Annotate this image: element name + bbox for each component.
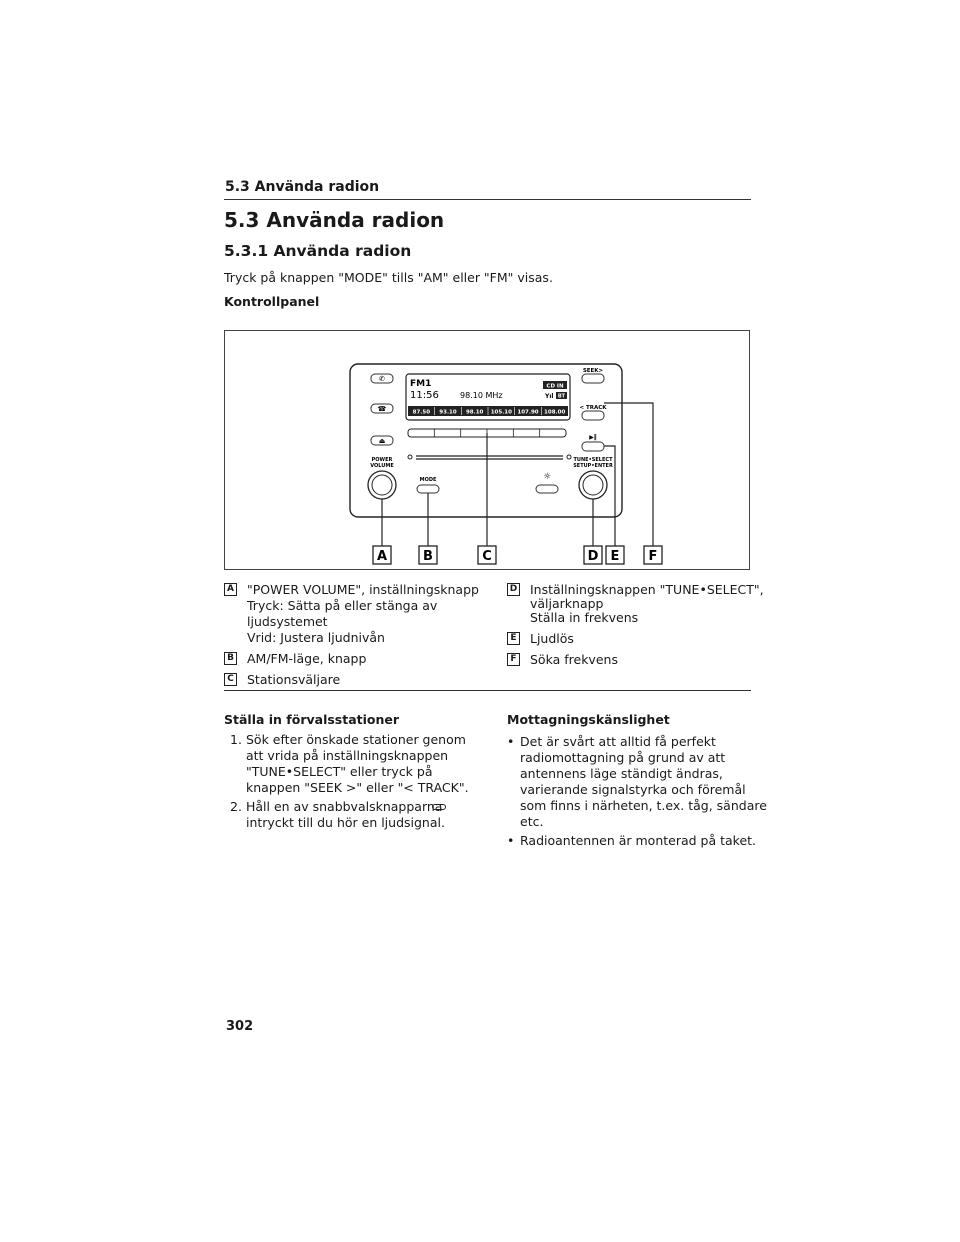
legend-e-line: Ljudlös [530,631,574,646]
legend-b-line: AM/FM-läge, knapp [247,651,367,666]
legend-key-d: D [507,583,520,596]
legend-key-e: E [507,632,520,645]
bullet-text: antennens läge ständigt ändras, [520,766,723,781]
seek-label: SEEK> [582,368,604,374]
brightness-icon: ☼ [542,472,552,482]
power-volume-knob-inner [372,475,392,495]
page-number: 302 [226,1019,254,1034]
display-button [536,485,558,493]
bullet-text: Radioantennen är monterad på taket. [520,833,757,848]
preset-frequency: 98.10 [465,409,484,416]
bullet-text: som finns i närheten, t.ex. tåg, sändare [520,798,767,813]
step-number: 2. [230,799,242,814]
subsection-title: 5.3.1 Använda radion [224,242,412,260]
callout-e: E [610,549,620,564]
step-text: Håll en av snabbvalsknapparna [246,799,443,814]
legend-key-f: F [507,653,520,666]
callout-f: F [648,549,658,564]
legend-f-line: Söka frekvens [530,652,618,667]
legend-d-line: Inställningsknappen "TUNE•SELECT", [530,582,764,597]
step-number: 1. [230,732,242,747]
bullet-symbol: • [507,734,515,749]
legend-divider [224,690,751,691]
phone-hangup-icon: ☎ [377,405,387,413]
display-band: FM1 [410,379,432,389]
legend-c-line: Stationsväljare [247,672,341,687]
step-text: intryckt till du hör en ljudsignal. [246,815,445,830]
mode-button [417,485,439,493]
cd-in-label: CD IN [546,383,564,390]
play-pause-icon: ▶‖ [589,434,597,441]
reception-bullets [507,734,767,854]
volume-label: VOLUME [370,463,394,469]
bullet-text: Det är svårt att alltid få perfekt [520,734,716,749]
preset-frequency: 93.10 [439,409,457,416]
display-clock: 11:56 [410,390,439,401]
display-frequency: 98.10 MHz [460,391,503,400]
legend-a-line: ljudsystemet [247,614,328,629]
presets-steps [230,732,490,832]
eject-icon: ⏏ [378,437,386,445]
mode-label: MODE [419,477,437,483]
bullet-text: radiomottagning på grund av att [520,750,726,765]
legend-key-a: A [224,583,237,596]
step-text: Sök efter önskade stationer genom [246,732,466,747]
presets-heading: Ställa in förvalsstationer [224,712,400,727]
track-button [582,411,604,420]
track-label: < TRACK [579,405,607,411]
legend-a-line: "POWER VOLUME", inställningsknapp [247,582,479,597]
signal-icon: Yıl [545,393,554,400]
legend-d-line: väljarknapp [530,596,604,611]
callout-d: D [587,549,599,564]
reception-heading: Mottagningskänslighet [507,712,670,727]
callout-letters [373,546,662,564]
tune-select-knob-inner [583,475,603,495]
bullet-text: varierande signalstyrka och föremål [520,782,746,797]
legend-d-line: Ställa in frekvens [530,610,639,625]
control-panel-figure [224,330,750,570]
section-title: 5.3 Använda radion [224,208,445,232]
seek-button [582,374,604,383]
radio-panel-illustration [225,331,749,569]
legend-a-line: Tryck: Sätta på eller stänga av [247,598,438,613]
panel-heading: Kontrollpanel [224,294,320,309]
preset-frequency: 87.50 [412,409,431,416]
power-label: POWER [371,457,393,463]
step-text: att vrida på inställningsknappen [246,748,449,763]
callout-a: A [376,549,388,564]
preset-frequency: 107.90 [517,409,539,416]
running-header: 5.3 Använda radion [225,179,380,195]
setup-enter-label: SETUP•ENTER [573,463,613,469]
figure-legend [224,582,764,692]
preset-button-icon [432,804,446,810]
preset-frequency: 105.10 [490,409,512,416]
tune-select-label: TUNE•SELECT [573,457,613,463]
callout-b: B [423,549,433,564]
legend-key-c: C [224,673,237,686]
phone-answer-icon: ✆ [379,375,385,383]
step-text: knappen "SEEK >" eller "< TRACK". [246,780,469,795]
intro-text: Tryck på knappen "MODE" tills "AM" eller "FM" visas. [224,270,553,285]
legend-a-line: Vrid: Justera ljudnivån [247,630,385,645]
step-text: "TUNE•SELECT" eller tryck på [246,764,433,779]
mute-button [582,442,604,451]
bt-label: BT [557,393,566,400]
legend-key-b: B [224,652,237,665]
callout-c: C [482,549,492,564]
bullet-text: etc. [520,814,544,829]
bullet-symbol: • [507,833,515,848]
header-divider [224,199,751,200]
preset-frequency: 108.00 [544,409,566,416]
